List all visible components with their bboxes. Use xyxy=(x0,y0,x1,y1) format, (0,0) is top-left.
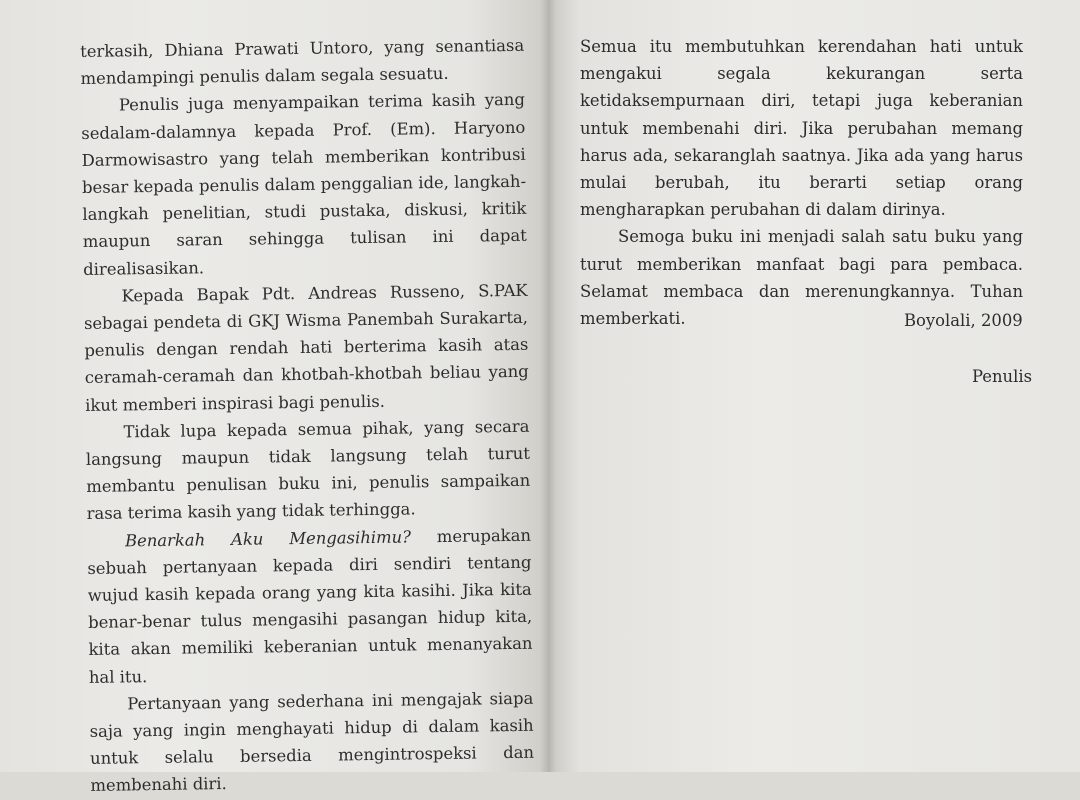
paragraph: Semoga buku ini menjadi salah satu buku yang turut memberikan manfaat bagi para pembaca. Selamat membaca dan merenungkannya. Tuhan memberkati. xyxy=(580,227,1023,329)
paragraph xyxy=(87,521,533,690)
paragraph: terkasih, Dhiana Prawati Untoro, yang senantiasa mendampingi penulis dalam segala sesuatu. xyxy=(80,35,525,89)
book-title: Benarkah Aku Mengasihimu? xyxy=(124,527,412,551)
place-date: Boyolali, 2009 xyxy=(904,311,1023,330)
right-page xyxy=(548,0,1080,772)
paragraph: Pertanyaan yang sederhana ini mengajak siapa saja yang ingin menghayati hidup di dalam kasih untuk selalu bersedia mengintrospeksi dan membenahi diri. xyxy=(89,688,535,796)
paragraph: Tidak lupa kepada semua pihak, yang secara langsung maupun tidak langsung telah turut membantu penulisan buku ini, penulis sampaikan rasa terima kasih yang tidak terhingga. xyxy=(85,416,531,524)
right-page-text xyxy=(580,33,1023,332)
paragraph: Kepada Bapak Pdt. Andreas Russeno, S.PAK sebagai pendeta di GKJ Wisma Panembah Surakarta, penulis dengan rendah hati berterima kasih atas ceramah-ceramah dan khotbah-khotbah beliau yang ikut memberi inspirasi bagi penulis. xyxy=(83,280,529,415)
paragraph: Penulis juga menyampaikan terima kasih yang sedalam-dalamnya kepada Prof. (Em). Haryono Darmowisastro yang telah memberikan kontribusi besar kepada penulis dalam penggalian ide, langkah-langkah penelitian, studi pustaka, diskusi, kritik maupun saran sehingga tulisan ini dapat direalisasikan. xyxy=(81,90,527,279)
paragraph: Semua itu membutuhkan kerendahan hati untuk mengakui segala kekurangan serta ketidaksempurnaan diri, tetapi juga keberanian untuk membenahi diri. Jika perubahan memang harus ada, sekaranglah saatnya. Jika ada yang harus mulai berubah, itu berarti setiap orang mengharapkan perubahan di dalam dirinya. xyxy=(580,37,1023,220)
book-gutter xyxy=(540,0,556,772)
signature: Penulis xyxy=(972,367,1032,386)
paragraph-text: merupakan sebuah pertanyaan kepada diri sendiri tentang wujud kasih kepada orang yang kita kasihi. Jika kita benar-benar tulus mengasihi pasangan hidup kita, kita akan memiliki keberanian untuk menanyakan hal itu. xyxy=(87,525,533,687)
left-page-text xyxy=(80,32,535,800)
